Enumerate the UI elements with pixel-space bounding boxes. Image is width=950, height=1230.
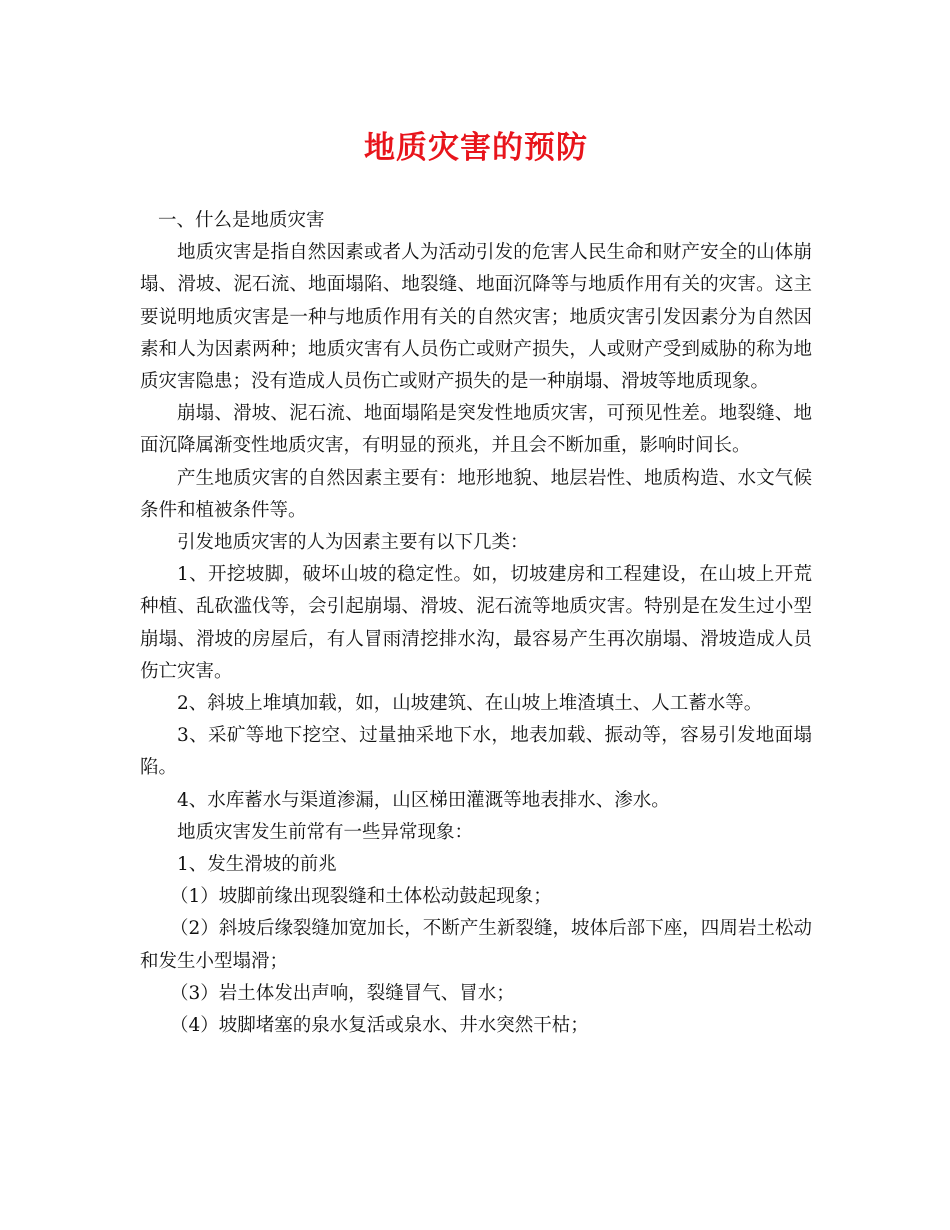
sub-list-item: （3）岩土体发出声响，裂缝冒气、冒水；	[170, 982, 515, 1004]
sub-list-item: （1）坡脚前缘出现裂缝和土体松动鼓起现象；	[170, 886, 552, 908]
paragraph: 崩塌、滑坡、泥石流、地面塌陷是突发性地质灾害，可预见性差。地裂缝、地面沉降属渐变性地质灾害，有明显的预兆，并且会不断加重，影响时间长。	[140, 403, 812, 457]
list-item: 1、发生滑坡的前兆	[177, 854, 337, 876]
section-heading: 一、什么是地质灾害	[158, 210, 325, 231]
paragraph: 产生地质灾害的自然因素主要有：地形地貌、地层岩性、地质构造、水文气候条件和植被条件等。	[140, 467, 812, 521]
paragraph: 地质灾害发生前常有一些异常现象：	[177, 821, 474, 843]
paragraph: 引发地质灾害的人为因素主要有以下几类：	[177, 532, 529, 554]
paragraph: 地质灾害是指自然因素或者人为活动引发的危害人民生命和财产安全的山体崩塌、滑坡、泥石流、地面塌陷、地裂缝、地面沉降等与地质作用有关的灾害。这主要说明地质灾害是一种与地质作用有关的自然灾害；地质灾害引发因素分为自然因素和人为因素两种；地质灾害有人员伤亡或财产损失，人或财产受到威胁的称为地质灾害隐患；没有造成人员伤亡或财产损失的是一种崩塌、滑坡等地质现象。	[140, 242, 812, 393]
list-item: 4、水库蓄水与渠道渗漏，山区梯田灌溉等地表排水、渗水。	[177, 789, 670, 811]
list-item: 2、斜坡上堆填加载，如，山坡建筑、在山坡上堆渣填土、人工蓄水等。	[177, 693, 763, 715]
list-item: 3、采矿等地下挖空、过量抽采地下水，地表加载、振动等，容易引发地面塌陷。	[140, 725, 812, 779]
document-body	[140, 205, 812, 1042]
list-item: 1、开挖坡脚，破坏山坡的稳定性。如，切坡建房和工程建设，在山坡上开荒种植、乱砍滥伐等，会引起崩塌、滑坡、泥石流等地质灾害。特别是在发生过小型崩塌、滑坡的房屋后，有人冒雨清挖排水沟，最容易产生再次崩塌、滑坡造成人员伤亡灾害。	[140, 564, 812, 682]
sub-list-item: （4）坡脚堵塞的泉水复活或泉水、井水突然干枯；	[170, 1015, 589, 1037]
document-title: 地质灾害的预防	[364, 130, 588, 166]
document-page	[140, 0, 812, 1230]
sub-list-item: （2）斜坡后缘裂缝加宽加长，不断产生新裂缝，坡体后部下座，四周岩土松动和发生小型塌滑；	[140, 918, 812, 972]
